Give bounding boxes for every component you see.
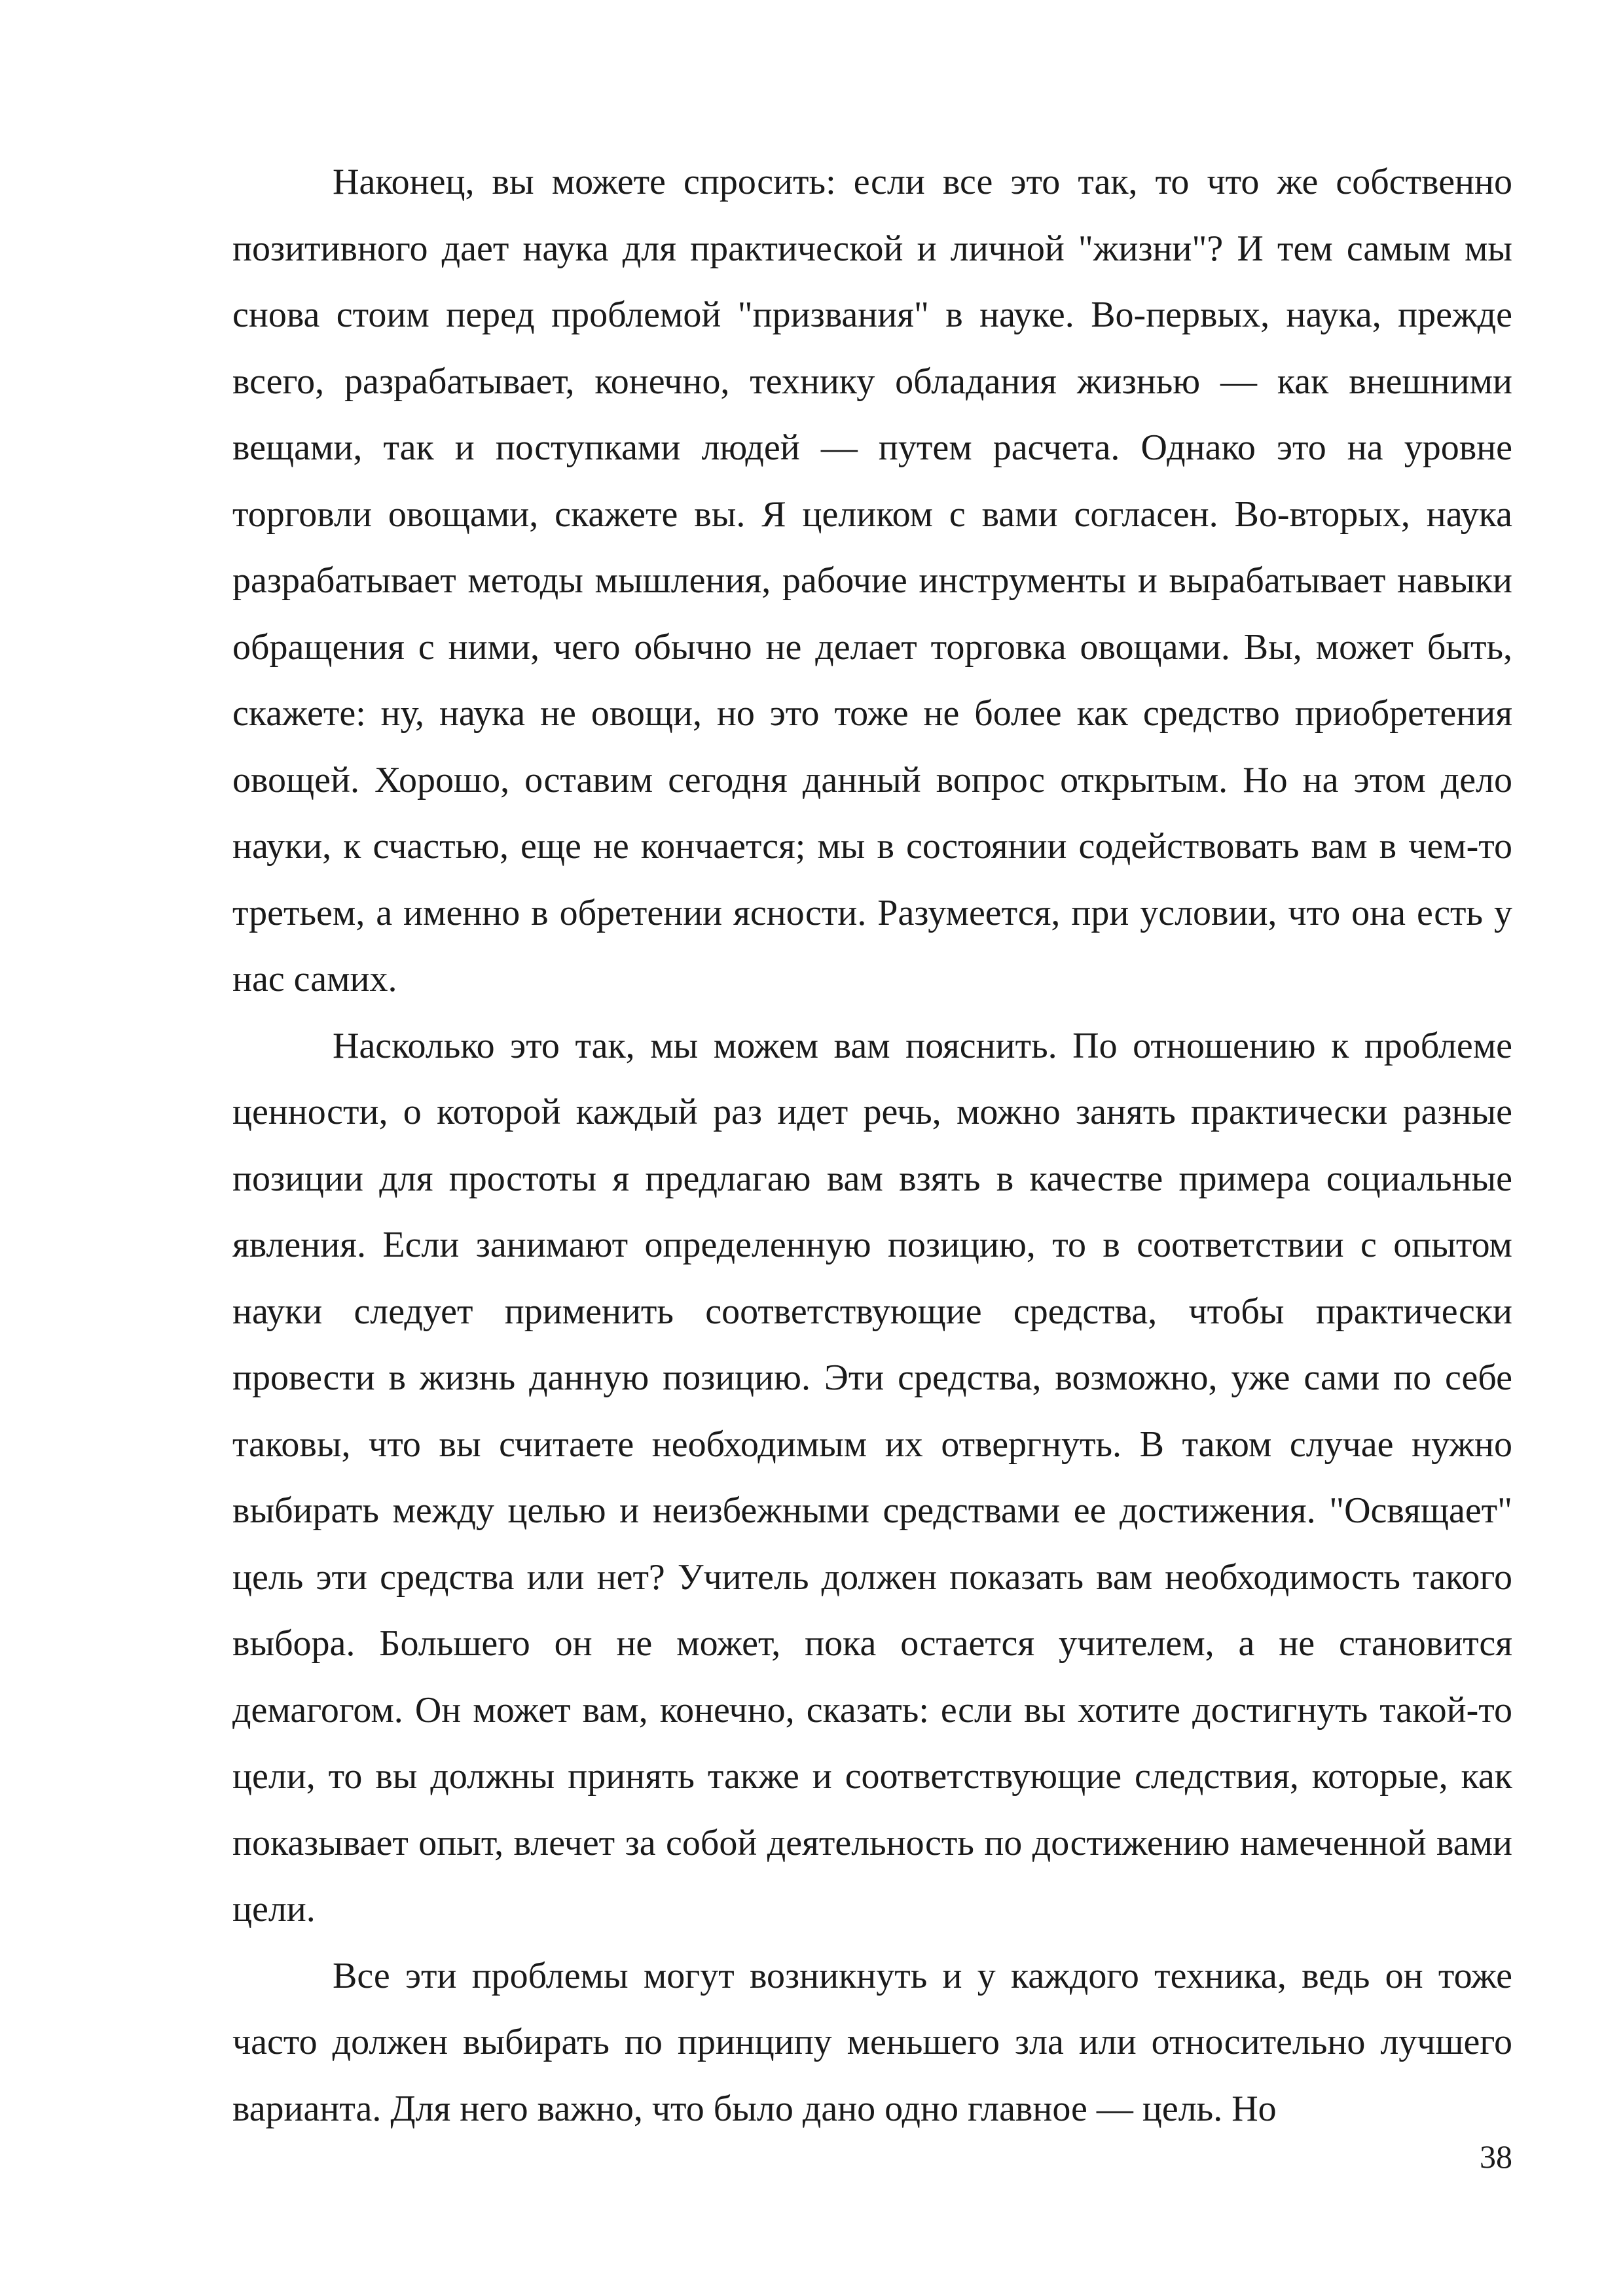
paragraph-2: Насколько это так, мы можем вам пояснить. По отношению к проблеме ценности, о которой каждый раз идет речь, можно занять практически разные позиции для простоты я предлагаю вам взять в качестве примера социальные явления. Если занимают определенную позицию, то в соответствии с опытом науки следует применить соответствующие средства, чтобы практически провести в жизнь данную позицию. Эти средства, возможно, уже сами по себе таковы, что вы считаете необходимым их отвергнуть. В таком случае нужно выбирать между целью и неизбежными средствами ее достижения. "Освящает" цель эти средства или нет? Учитель должен показать вам необходимость такого выбора. Большего он не может, пока остается учителем, а не становится демагогом. Он может вам, конечно, сказать: если вы хотите достигнуть такой-то цели, то вы должны принять также и соответствующие следствия, которые, как показывает опыт, влечет за собой деятельность по достижению намеченной вами цели. bbox=[232, 1025, 1512, 1929]
page-number: 38 bbox=[1480, 2138, 1512, 2175]
body-text bbox=[232, 149, 1512, 2142]
paragraph-1: Наконец, вы можете спросить: если все это так, то что же собственно позитивного дает наука для практической и личной "жизни"? И тем самым мы снова стоим перед проблемой "призвания" в науке. Во-первых, наука, прежде всего, разрабатывает, конечно, технику обладания жизнью — как внешними вещами, так и поступками людей — путем расчета. Однако это на уровне торговли овощами, скажете вы. Я целиком с вами согласен. Во-вторых, наука разрабатывает методы мышления, рабочие инструменты и вырабатывает навыки обращения с ними, чего обычно не делает торговка овощами. Вы, может быть, скажете: ну, наука не овощи, но это тоже не более как средство приобретения овощей. Хорошо, оставим сегодня данный вопрос открытым. Но на этом дело науки, к счастью, еще не кончается; мы в состоянии содействовать вам в чем-то третьем, а именно в обретении ясности. Разумеется, при условии, что она есть у нас самих. bbox=[232, 162, 1512, 999]
paragraph-3: Все эти проблемы могут возникнуть и у каждого техника, ведь он тоже часто должен выбирать по принципу меньшего зла или относительно лучшего варианта. Для него важно, что было дано одно главное — цель. Но bbox=[232, 1955, 1512, 2129]
